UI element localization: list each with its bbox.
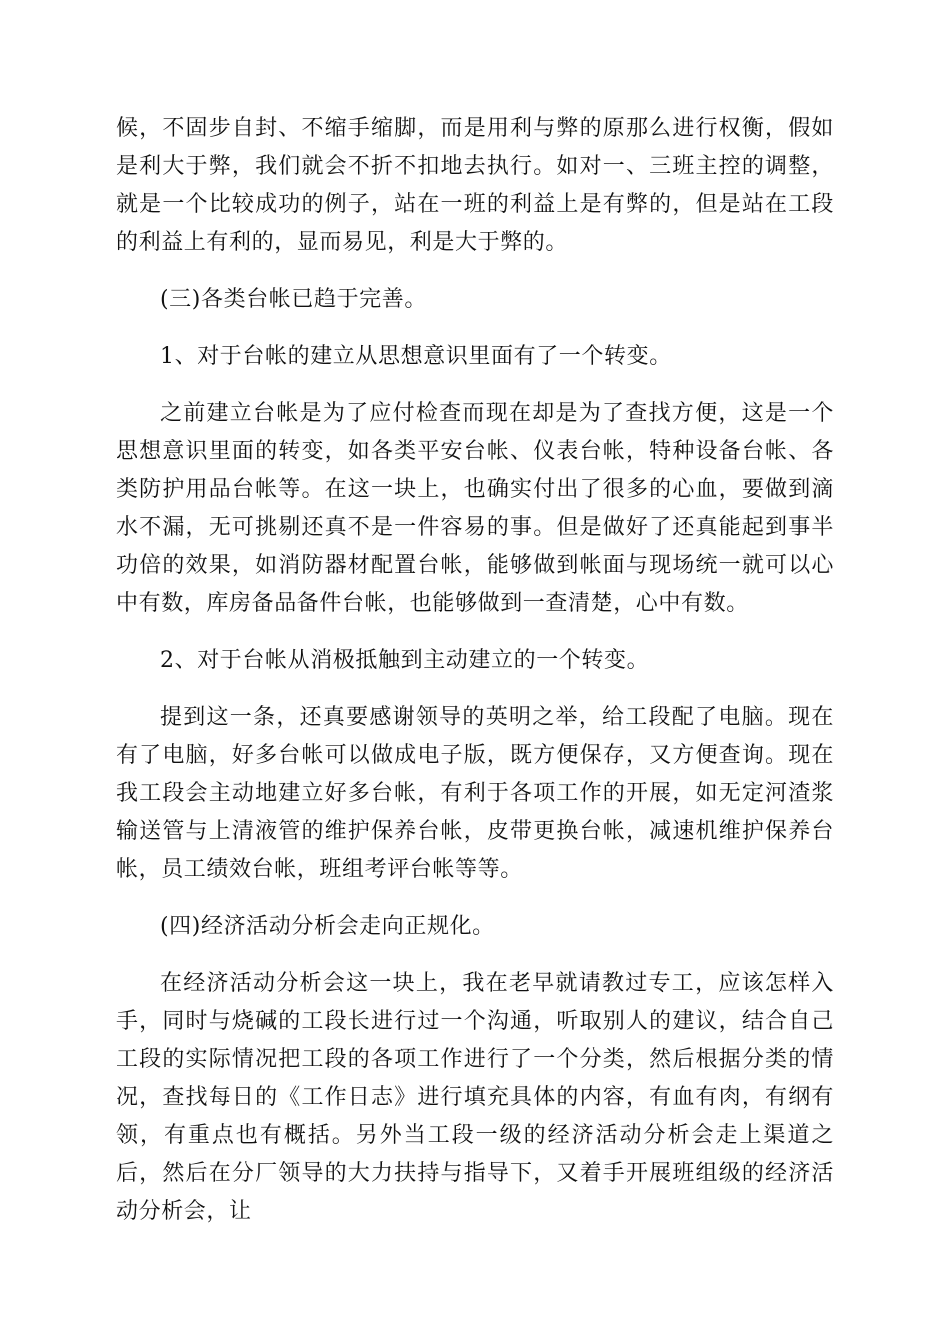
document-body <box>116 110 834 1250</box>
paragraph-economic-analysis: 在经济活动分析会这一块上，我在老早就请教过专工，应该怎样入手，同时与烧碱的工段长进行过一个沟通，听取别人的建议，结合自己工段的实际情况把工段的各项工作进行了一个分类，然后根据分类的情况，查找每日的《工作日志》进行填充具体的内容，有血有肉，有纲有领，有重点也有概括。另外当工段一级的经济活动分析会走上渠道之后，然后在分厂领导的大力扶持与指导下，又着手开展班组级的经济活动分析会，让 <box>116 971 834 1224</box>
subheading-one: 1、对于台帐的建立从思想意识里面有了一个转变。 <box>160 344 672 369</box>
paragraph-ledger-mindset: 之前建立台帐是为了应付检查而现在却是为了查找方便，这是一个思想意识里面的转变，如各类平安台帐、仪表台帐，特种设备台帐、各类防护用品台帐等。在这一块上，也确实付出了很多的心血，要做到滴水不漏，无可挑剔还真不是一件容易的事。但是做好了还真能起到事半功倍的效果，如消防器材配置台帐，能够做到帐面与现场统一就可以心中有数，库房备品备件台帐，也能够做到一查清楚，心中有数。 <box>116 401 834 616</box>
section-heading-four: (四)经济活动分析会走向正规化。 <box>160 914 495 939</box>
subheading-two: 2、对于台帐从消极抵触到主动建立的一个转变。 <box>160 648 650 673</box>
paragraph-continuation: 候，不固步自封、不缩手缩脚，而是用利与弊的原那么进行权衡，假如是利大于弊，我们就会不折不扣地去执行。如对一、三班主控的调整，就是一个比较成功的例子，站在一班的利益上是有弊的，但是站在工段的利益上有利的，显而易见，利是大于弊的。 <box>116 116 834 255</box>
paragraph-computer-ledgers: 提到这一条，还真要感谢领导的英明之举，给工段配了电脑。现在有了电脑，好多台帐可以做成电子版，既方便保存，又方便查询。现在我工段会主动地建立好多台帐，有利于各项工作的开展，如无定河渣浆输送管与上清液管的维护保养台帐，皮带更换台帐，减速机维护保养台帐，员工绩效台帐，班组考评台帐等等。 <box>116 705 834 882</box>
section-heading-three: (三)各类台帐已趋于完善。 <box>160 287 427 312</box>
